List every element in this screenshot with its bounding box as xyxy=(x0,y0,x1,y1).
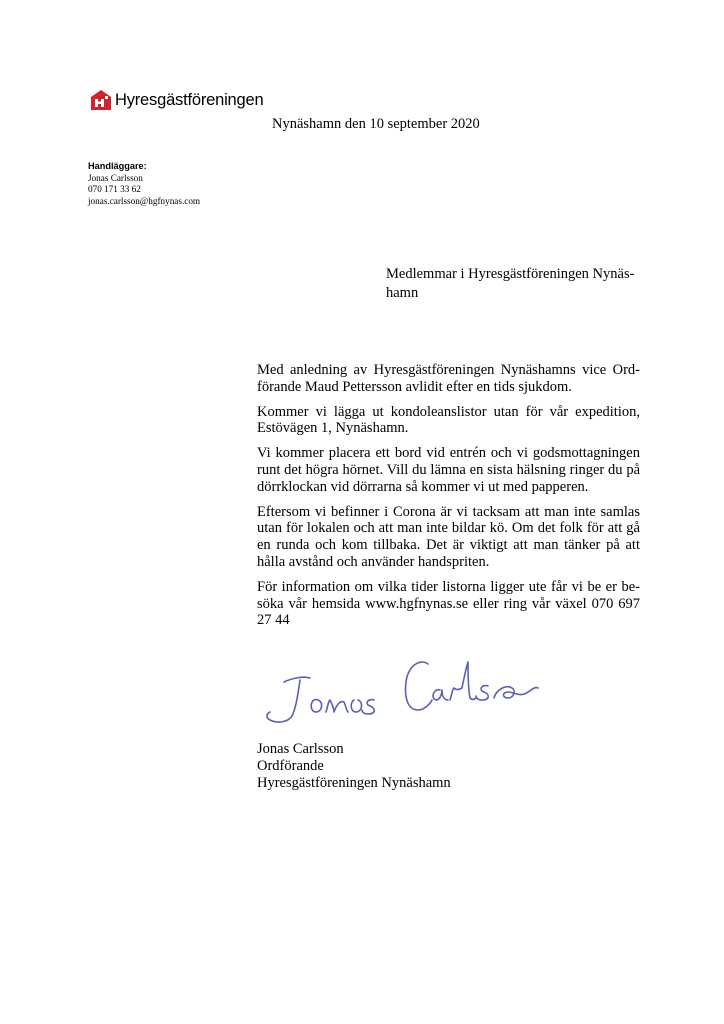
house-logo-icon xyxy=(90,89,112,111)
recipient-line-2: hamn xyxy=(386,285,419,301)
recipient-line-1: Medlemmar i Hyresgästföreningen Nynäs- xyxy=(386,266,635,282)
recipient-address xyxy=(386,265,648,303)
body-paragraph-3: Vi kommer placera ett bord vid entrén och vi godsmottagningen runt det högra hörnet. Vill du lämna en sista hälsning ringer du på dörrklockan vid dörrarna så kommer vi ut med papperen. xyxy=(257,445,640,495)
handler-email: jonas.carlsson@hgfnynas.com xyxy=(88,195,201,206)
handler-phone: 070 171 33 62 xyxy=(88,184,141,195)
letter-body xyxy=(257,362,640,637)
handwritten-signature xyxy=(262,648,552,733)
signoff-block xyxy=(257,741,451,793)
body-paragraph-1: Med anledning av Hyresgästföreningen Nynäshamns vice Ord-förande Maud Pettersson avlidit efter en tids sjukdom. xyxy=(257,362,640,395)
handler-block xyxy=(88,161,200,207)
body-paragraph-2: Kommer vi lägga ut kondoleanslistor utan för vår expedition, Estövägen 1, Nynäshamn. xyxy=(257,403,640,437)
signoff-org: Hyresgästföreningen Nynäshamn xyxy=(257,775,451,792)
body-paragraph-4: Eftersom vi befinner i Corona är vi tacksam att man inte samlas utan för lokalen och att man inte bildar kö. Om det folk för att gå en runda och kom tillbaka. Det är viktigt att man tänker på att hålla avstånd och använder handspriten. xyxy=(257,503,640,570)
signoff-name: Jonas Carlsson xyxy=(257,741,344,757)
signoff-title: Ordförande xyxy=(257,758,324,775)
org-name: Hyresgästföreningen xyxy=(115,91,264,109)
org-logo xyxy=(90,89,263,111)
letter-date: Nynäshamn den 10 september 2020 xyxy=(272,116,480,132)
handler-label: Handläggare: xyxy=(88,161,147,171)
body-paragraph-5: För information om vilka tider listorna ligger ute får vi be er be-söka vår hemsida www.hgfnynas.se eller ring vår växel 070 697 27 44 xyxy=(257,578,640,629)
handler-name: Jonas Carlsson xyxy=(88,172,143,183)
